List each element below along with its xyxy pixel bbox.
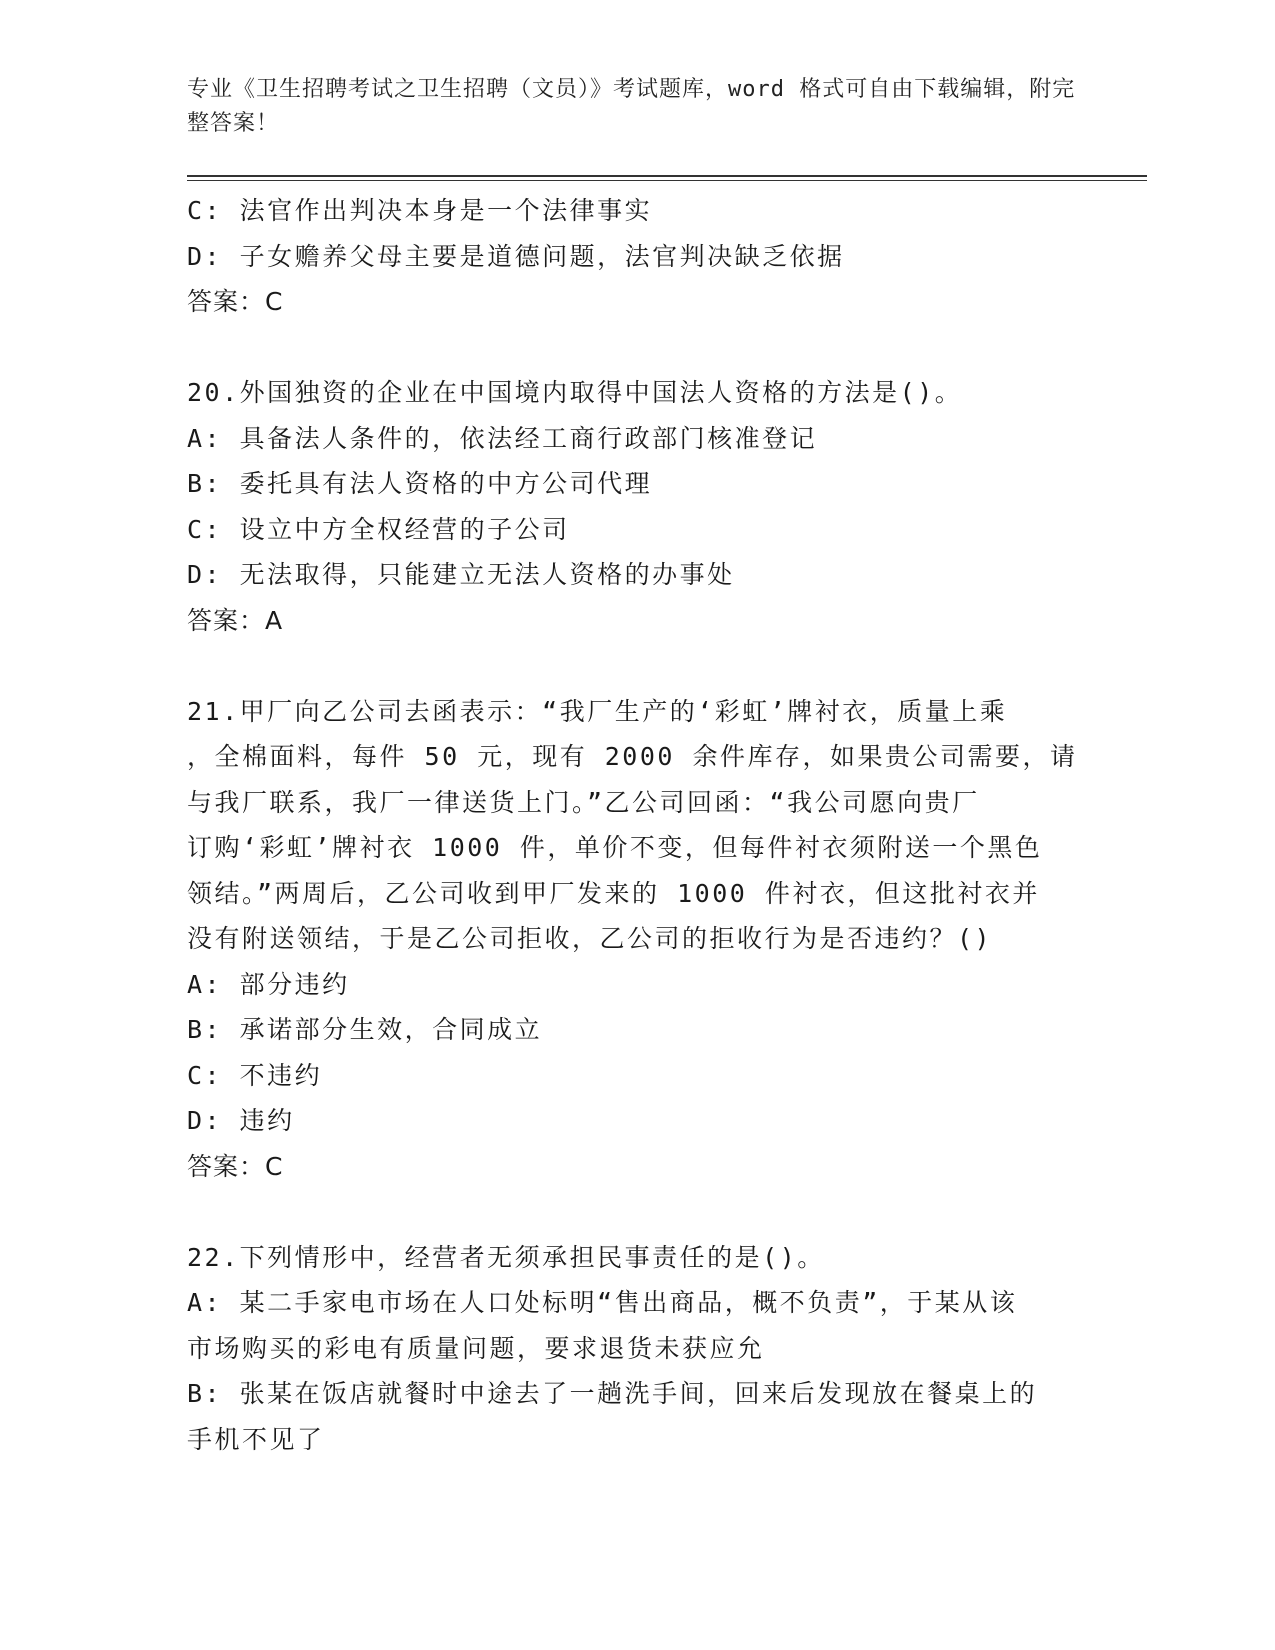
- option-c: C: 法官作出判决本身是一个法律事实: [187, 196, 653, 225]
- document-header: [187, 73, 1087, 141]
- question-list: [187, 188, 1078, 1462]
- header-divider-thick: [187, 175, 1147, 177]
- question-text-line: 21.甲厂向乙公司去函表示：“我厂生产的‘彩虹’牌衬衣，质量上乘: [187, 696, 1008, 726]
- option-c: C: 不违约: [187, 1060, 323, 1090]
- question-text-line: ，全棉面料，每件 50 元，现有 2000 余件库存，如果贵公司需要，请: [187, 742, 1078, 771]
- option-a-line: A: 某二手家电市场在人口处标明“售出商品，概不负责”，于某从该: [187, 1288, 1018, 1317]
- option-a: A: 部分违约: [187, 969, 350, 999]
- question-text: 20.外国独资的企业在中国境内取得中国法人资格的方法是()。: [187, 378, 963, 407]
- question-text: 22.下列情形中，经营者无须承担民事责任的是()。: [187, 1242, 825, 1272]
- document-title: 专业《卫生招聘考试之卫生招聘（文员）》考试题库，word 格式可自由下载编辑，附完整答案！: [187, 77, 1076, 136]
- header-divider-thin: [187, 180, 1147, 181]
- option-c: C: 设立中方全权经营的子公司: [187, 514, 570, 544]
- question-text-line: 没有附送领结，于是乙公司拒收，乙公司的拒收行为是否违约？(): [187, 924, 993, 953]
- option-a-line: 市场购买的彩电有质量问题，要求退货未获应允: [187, 1333, 765, 1363]
- option-b: B: 承诺部分生效，合同成立: [187, 1015, 543, 1044]
- question-22: [187, 1235, 1067, 1463]
- answer: 答案：C: [187, 287, 284, 316]
- option-d: D: 违约: [187, 1106, 295, 1135]
- option-b-line: B: 张某在饭店就餐时中途去了一趟洗手间，回来后发现放在餐桌上的: [187, 1379, 1038, 1408]
- option-d: D: 无法取得，只能建立无法人资格的办事处: [187, 560, 735, 589]
- question-text-line: 订购‘彩虹’牌衬衣 1000 件，单价不变，但每件衬衣须附送一个黑色: [187, 833, 1043, 862]
- answer: 答案：A: [187, 605, 284, 635]
- answer: 答案：C: [187, 1151, 284, 1181]
- question-text-line: 领结。”两周后，乙公司收到甲厂发来的 1000 件衬衣，但这批衬衣并: [187, 878, 1040, 908]
- question-fragment: [187, 188, 1067, 325]
- question-21: [187, 689, 1078, 1190]
- option-b-line: 手机不见了: [187, 1424, 325, 1454]
- option-a: A: 具备法人条件的，依法经工商行政部门核准登记: [187, 423, 818, 453]
- question-20: [187, 370, 1067, 643]
- option-d: D: 子女赡养父母主要是道德问题，法官判决缺乏依据: [187, 241, 845, 271]
- option-b: B: 委托具有法人资格的中方公司代理: [187, 469, 653, 498]
- question-text-line: 与我厂联系，我厂一律送货上门。”乙公司回函：“我公司愿向贵厂: [187, 787, 980, 817]
